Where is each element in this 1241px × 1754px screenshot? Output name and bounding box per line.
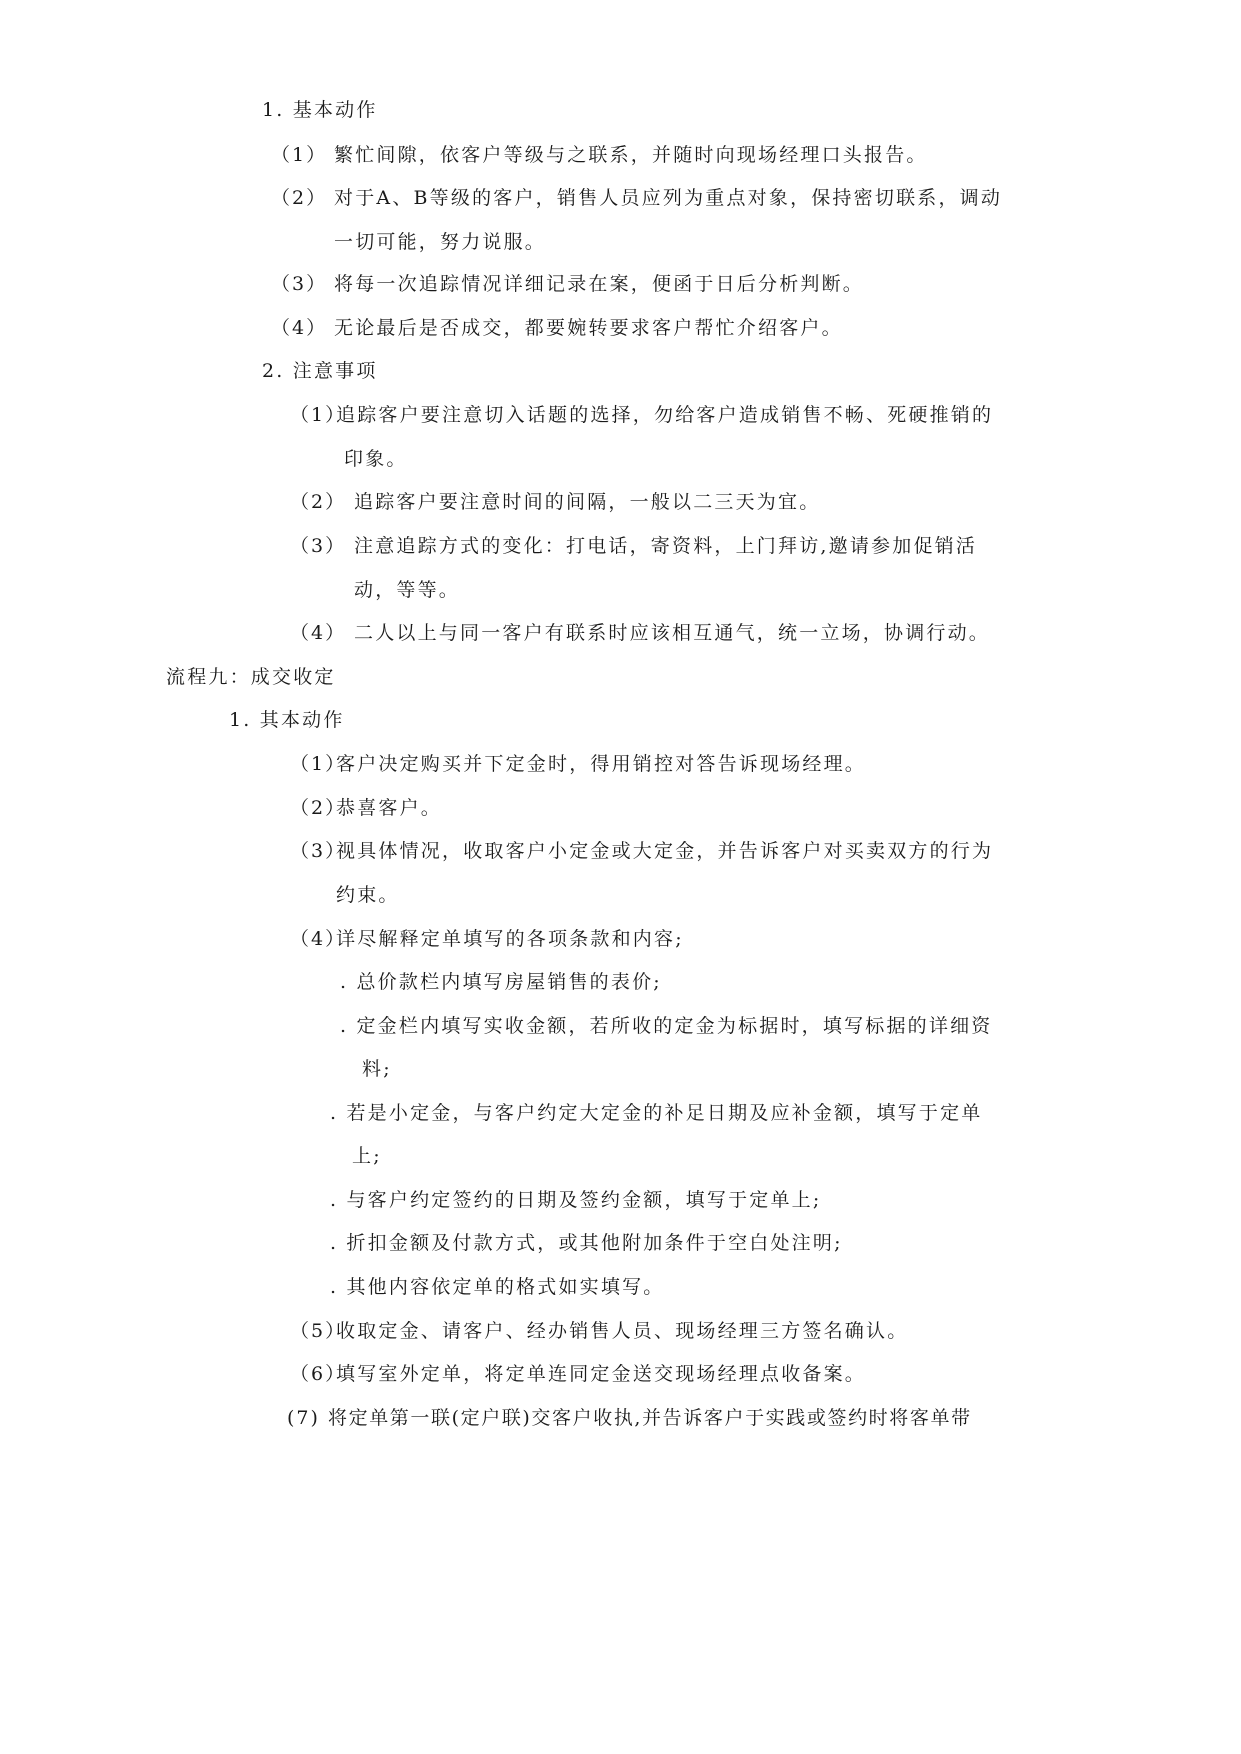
item-marker: （2） [271,187,328,209]
item-marker: （6） [290,1363,347,1385]
item-text: 将定单第一联(定户联)交客户收执,并告诉客户于实践或签约时将客单带 [328,1407,972,1429]
item-marker: （1） [290,404,347,426]
item-text-continuation: 约束。 [336,884,400,906]
item-text: 收取定金、请客户、经办销售人员、现场经理三方签名确认。 [336,1320,909,1342]
bullet-item: . 其他内容依定单的格式如实填写。 [330,1276,665,1298]
bullet-item: . 折扣金额及付款方式，或其他附加条件于空白处注明; [330,1232,843,1254]
bullet-item-continuation: 上; [352,1145,382,1167]
bullet-item: . 若是小定金，与客户约定大定金的补足日期及应补金额，填写于定单 [330,1102,983,1124]
item-text: 客户决定购买并下定金时，得用销控对答告诉现场经理。 [336,753,867,775]
section-heading-basic-actions: 1. 基本动作 [262,99,378,121]
item-marker: （5） [290,1320,347,1342]
item-marker: （4） [290,928,347,950]
item-marker: （4） [271,317,328,339]
item-marker: (7) [287,1407,320,1429]
item-text: 将每一次追踪情况详细记录在案，便函于日后分析判断。 [334,273,865,295]
item-text: 恭喜客户。 [336,797,443,819]
item-marker: （3） [290,840,347,862]
item-text: 追踪客户要注意时间的间隔，一般以二三天为宜。 [354,491,821,513]
bullet-item: . 与客户约定签约的日期及签约金额，填写于定单上; [330,1189,822,1211]
item-text-continuation: 动，等等。 [354,579,461,601]
section-heading-main-actions: 1. 其本动作 [229,709,345,731]
item-text: 注意追踪方式的变化：打电话，寄资料，上门拜访,邀请参加促销活 [354,535,978,557]
item-marker: （4） [290,622,347,644]
bullet-item-continuation: 料; [362,1058,392,1080]
item-text: 无论最后是否成交，都要婉转要求客户帮忙介绍客户。 [334,317,843,339]
item-text: 视具体情况，收取客户小定金或大定金，并告诉客户对买卖双方的行为 [336,840,994,862]
bullet-item: . 定金栏内填写实收金额，若所收的定金为标据时，填写标据的详细资 [340,1015,993,1037]
item-text: 对于A、B等级的客户，销售人员应列为重点对象，保持密切联系，调动 [334,187,1003,209]
item-text-continuation: 一切可能，努力说服。 [334,231,547,253]
item-marker: （3） [271,273,328,295]
item-text-continuation: 印象。 [344,448,408,470]
item-text: 详尽解释定单填写的各项条款和内容; [336,928,684,950]
section-heading-notes: 2. 注意事项 [262,360,378,382]
item-text: 填写室外定单，将定单连同定金送交现场经理点收备案。 [336,1363,867,1385]
item-marker: （2） [290,797,347,819]
item-marker: （3） [290,535,347,557]
item-marker: （2） [290,491,347,513]
item-text: 追踪客户要注意切入话题的选择，勿给客户造成销售不畅、死硬推销的 [336,404,994,426]
bullet-item: . 总价款栏内填写房屋销售的表价; [340,971,662,993]
item-text: 二人以上与同一客户有联系时应该相互通气，统一立场，协调行动。 [354,622,991,644]
flow-title: 流程九：成交收定 [166,666,336,688]
item-text: 繁忙间隙，依客户等级与之联系，并随时向现场经理口头报告。 [334,144,928,166]
item-marker: （1） [271,144,328,166]
item-marker: （1） [290,753,347,775]
